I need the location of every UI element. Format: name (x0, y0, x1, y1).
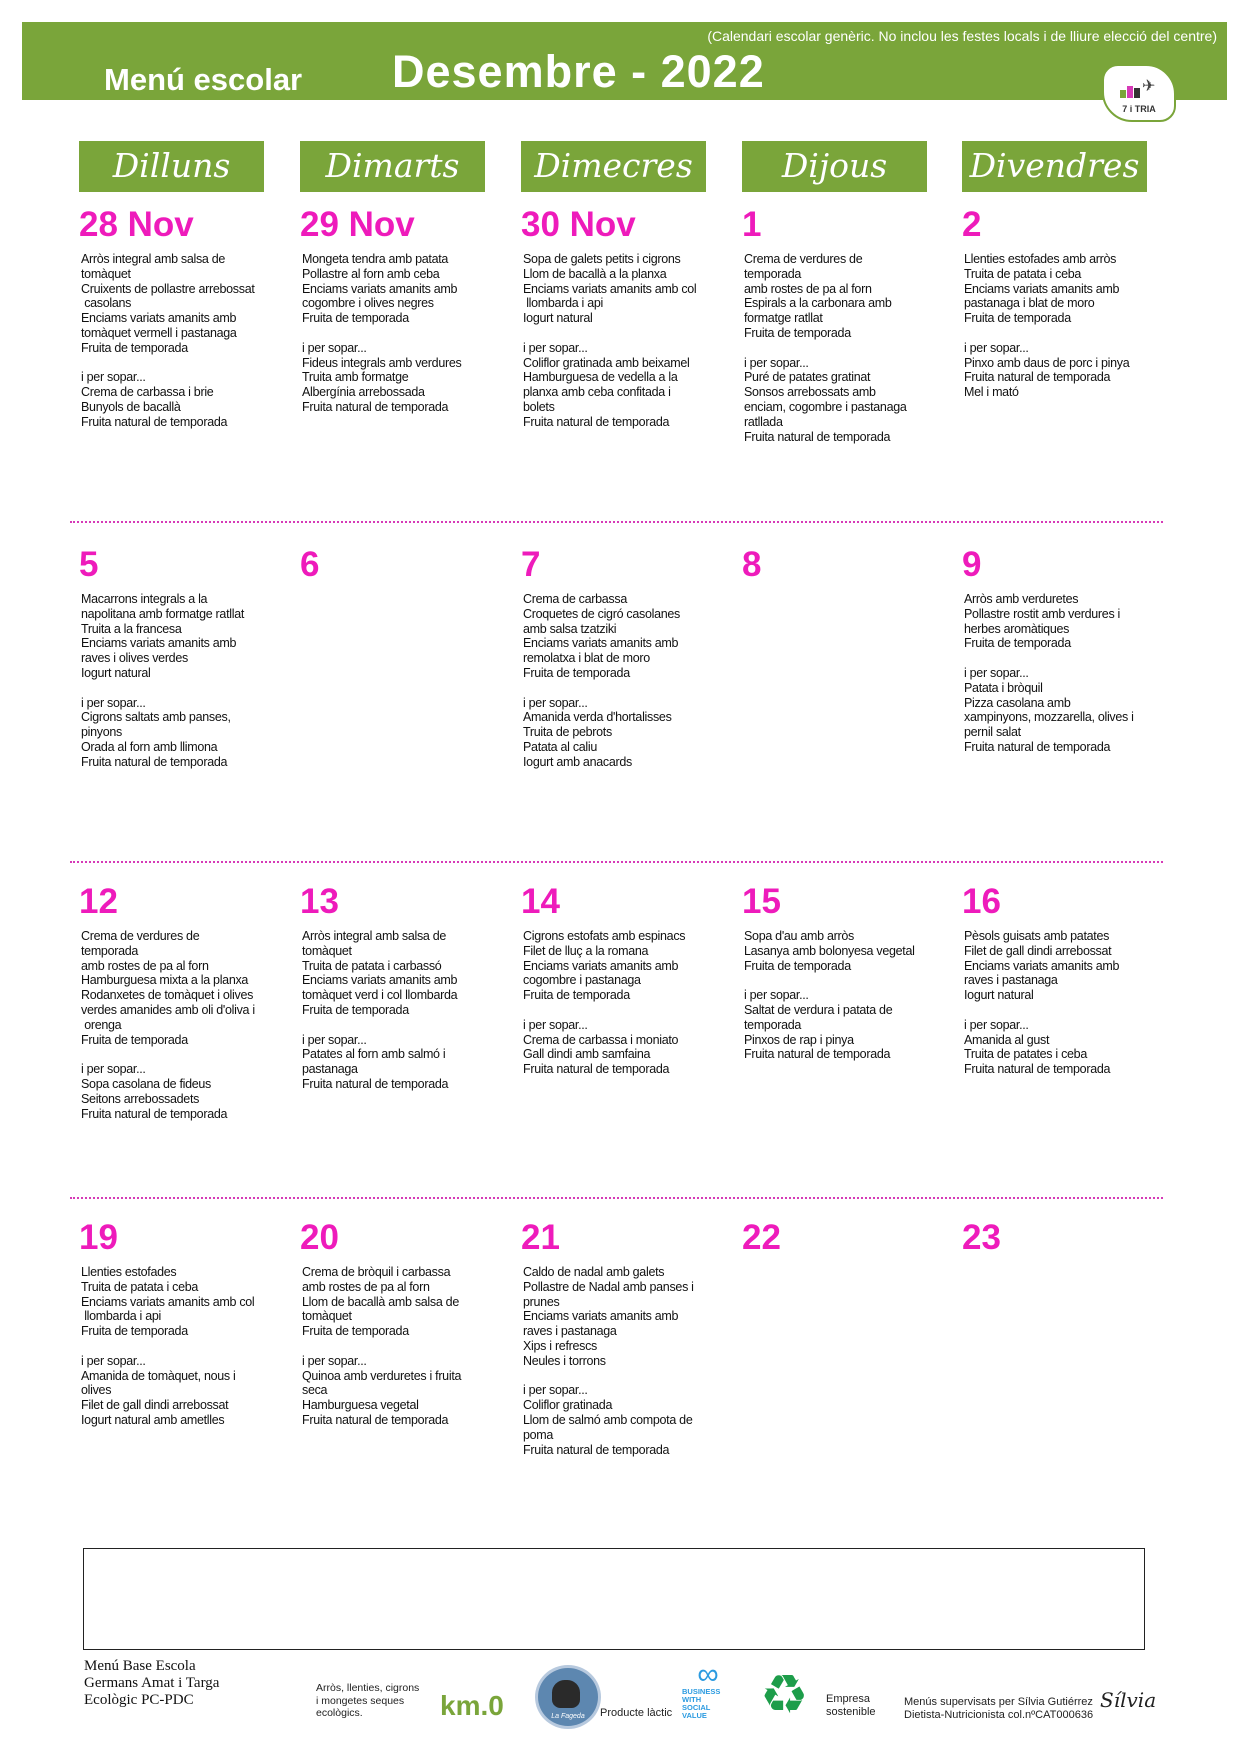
day-date: 28 Nov (79, 205, 194, 244)
social-value-text: BUSINESS WITH SOCIAL VALUE (682, 1687, 721, 1720)
day-menu: Macarrons integrals a la napolitana amb formatge ratllat Truita a la francesa Enciams variats amanits amb raves i olives verdes Iogurt natural i per sopar... Cigrons saltats amb panses, pinyons Orada al forn amb llimona Fruita natural de temporada (81, 592, 245, 769)
day-menu: Sopa d'au amb arròs Lasanya amb bolonyesa vegetal Fruita de temporada i per sopar... Saltat de verdura i patata de temporada Pinxos de rap i pinya Fruita natural de temporada (744, 929, 915, 1062)
calendar-note: (Calendari escolar genèric. No inclou les festes locals i de lliure elecció del centre) (707, 28, 1217, 44)
day-date: 12 (79, 882, 118, 921)
day-menu: Sopa de galets petits i cigrons Llom de bacallà a la planxa Enciams variats amanits amb col llombarda i api Iogurt natural i per sopar... Coliflor gratinada amb beixamel Hamburguesa de vedella a la planxa amb ceba confitada i bolets Fruita natural de temporada (523, 252, 697, 429)
menu-label: Menú escolar (104, 62, 303, 97)
day-menu: Crema de bròquil i carbassa amb rostes de pa al forn Llom de bacallà amb salsa de tomàquet Fruita de temporada i per sopar... Quinoa amb verduretes i fruita seca Hamburguesa vegetal Fruita natural de temporada (302, 1265, 462, 1427)
sustainable-label: Empresa sostenible (826, 1693, 876, 1718)
weekday-header: Dimarts (300, 141, 485, 192)
school-name: Menú Base Escola Germans Amat i Targa Ecològic PC-PDC (84, 1658, 220, 1708)
day-menu: Pèsols guisats amb patates Filet de gall dindi arrebossat Enciams variats amanits amb raves i pastanaga Iogurt natural i per sopar... Amanida al gust Truita de patates i ceba Fruita natural de temporada (964, 929, 1120, 1077)
day-date: 22 (742, 1218, 781, 1257)
week-separator (70, 521, 1163, 523)
km0-logo: km.0 (440, 1690, 504, 1721)
day-menu: Arròs integral amb salsa de tomàquet Cruixents de pollastre arrebossat casolans Enciams variats amanits amb tomàquet vermell i pastanaga Fruita de temporada i per sopar... Crema de carbassa i brie Bunyols de bacallà Fruita natural de temporada (81, 252, 255, 429)
week-separator (70, 1197, 1163, 1199)
day-menu: Arròs integral amb salsa de tomàquet Truita de patata i carbassó Enciams variats amanits amb tomàquet verd i col llombarda Fruita de temporada i per sopar... Patates al forn amb salmó i pastanaga Fruita natural de temporada (302, 929, 458, 1091)
eco-note: Arròs, llenties, cigrons i mongetes seques ecològics. (316, 1682, 420, 1719)
day-menu: Caldo de nadal amb galets Pollastre de Nadal amb panses i prunes Enciams variats amanits amb raves i pastanaga Xips i refrescs Neules i torrons i per sopar... Coliflor gratinada Llom de salmó amb compota de poma Fruita natural de temporada (523, 1265, 694, 1457)
supervisor-credit: Menús supervisats per Sílvia Gutiérrez Dietista-Nutricionista col.nºCAT000636 (904, 1696, 1094, 1721)
farm-caption: La Fageda (551, 1713, 585, 1720)
weekday-header: Dijous (742, 141, 927, 192)
day-date: 23 (962, 1218, 1001, 1257)
day-date: 21 (521, 1218, 560, 1257)
day-date: 16 (962, 882, 1001, 921)
day-date: 19 (79, 1218, 118, 1257)
infinity-icon: ∞ (697, 1658, 719, 1691)
day-date: 13 (300, 882, 339, 921)
day-date: 2 (962, 205, 982, 244)
weekday-header: Divendres (962, 141, 1147, 192)
day-date: 5 (79, 545, 99, 584)
day-date: 7 (521, 545, 541, 584)
recycle-icon: ♻ (760, 1665, 809, 1725)
day-date: 14 (521, 882, 560, 921)
day-date: 1 (742, 205, 762, 244)
day-menu: Crema de verdures de temporada amb rostes de pa al forn Espirals a la carbonara amb formatge ratllat Fruita de temporada i per sopar... Puré de patates gratinat Sonsos arrebossats amb enciam, cogombre i pastanaga ratllada Fruita natural de temporada (744, 252, 907, 444)
day-menu: Crema de verdures de temporada amb rostes de pa al forn Hamburguesa mixta a la planxa Rodanxetes de tomàquet i olives verdes amanides amb oli d'oliva i orenga Fruita de temporada i per sopar... Sopa casolana de fideus Seitons arrebossadets Fruita natural de temporada (81, 929, 255, 1121)
bird-icon: ✈ (1142, 78, 1156, 95)
day-date: 29 Nov (300, 205, 415, 244)
weekday-header: Dimecres (521, 141, 706, 192)
day-menu: Llenties estofades amb arròs Truita de patata i ceba Enciams variats amanits amb pastanaga i blat de moro Fruita de temporada i per sopar... Pinxo amb daus de porc i pinya Fruita natural de temporada Mel i mató (964, 252, 1130, 400)
day-menu: Crema de carbassa Croquetes de cigró casolanes amb salsa tzatziki Enciams variats amanits amb remolatxa i blat de moro Fruita de temporada i per sopar... Amanida verda d'hortalisses Truita de pebrots Patata al caliu Iogurt amb anacards (523, 592, 680, 769)
day-date: 15 (742, 882, 781, 921)
bars-icon (1120, 80, 1141, 98)
week-separator (70, 861, 1163, 863)
day-menu: Cigrons estofats amb espinacs Filet de lluç a la romana Enciams variats amanits amb cogombre i pastanaga Fruita de temporada i per sopar... Crema de carbassa i moniato Gall dindi amb samfaina Fruita natural de temporada (523, 929, 686, 1077)
month-title: Desembre - 2022 (392, 46, 765, 97)
logo-text: 7 i TRIA (1122, 104, 1156, 114)
day-menu: Arròs amb verduretes Pollastre rostit amb verdures i herbes aromàtiques Fruita de temporada i per sopar... Patata i bròquil Pizza casolana amb xampinyons, mozzarella, olives i pernil salat Fruita natural de temporada (964, 592, 1134, 754)
day-date: 8 (742, 545, 762, 584)
notes-box (83, 1548, 1145, 1650)
day-menu: Llenties estofades Truita de patata i ceba Enciams variats amanits amb col llombarda i api Fruita de temporada i per sopar... Amanida de tomàquet, nous i olives Filet de gall dindi arrebossat Iogurt natural amb ametlles (81, 1265, 255, 1427)
social-value-logo (682, 1658, 738, 1720)
day-date: 9 (962, 545, 982, 584)
signature: Sílvia (1100, 1688, 1157, 1712)
dairy-farm-logo (535, 1665, 601, 1729)
day-menu: Mongeta tendra amb patata Pollastre al forn amb ceba Enciams variats amanits amb cogombre i olives negres Fruita de temporada i per sopar... Fideus integrals amb verdures Truita amb formatge Albergínia arrebossada Fruita natural de temporada (302, 252, 462, 414)
brand-logo (1102, 64, 1176, 122)
cow-icon (552, 1680, 580, 1708)
dairy-label: Producte làctic (600, 1707, 673, 1719)
day-date: 30 Nov (521, 205, 636, 244)
day-date: 20 (300, 1218, 339, 1257)
weekday-header: Dilluns (79, 141, 264, 192)
day-date: 6 (300, 545, 320, 584)
header-banner (22, 22, 1227, 100)
